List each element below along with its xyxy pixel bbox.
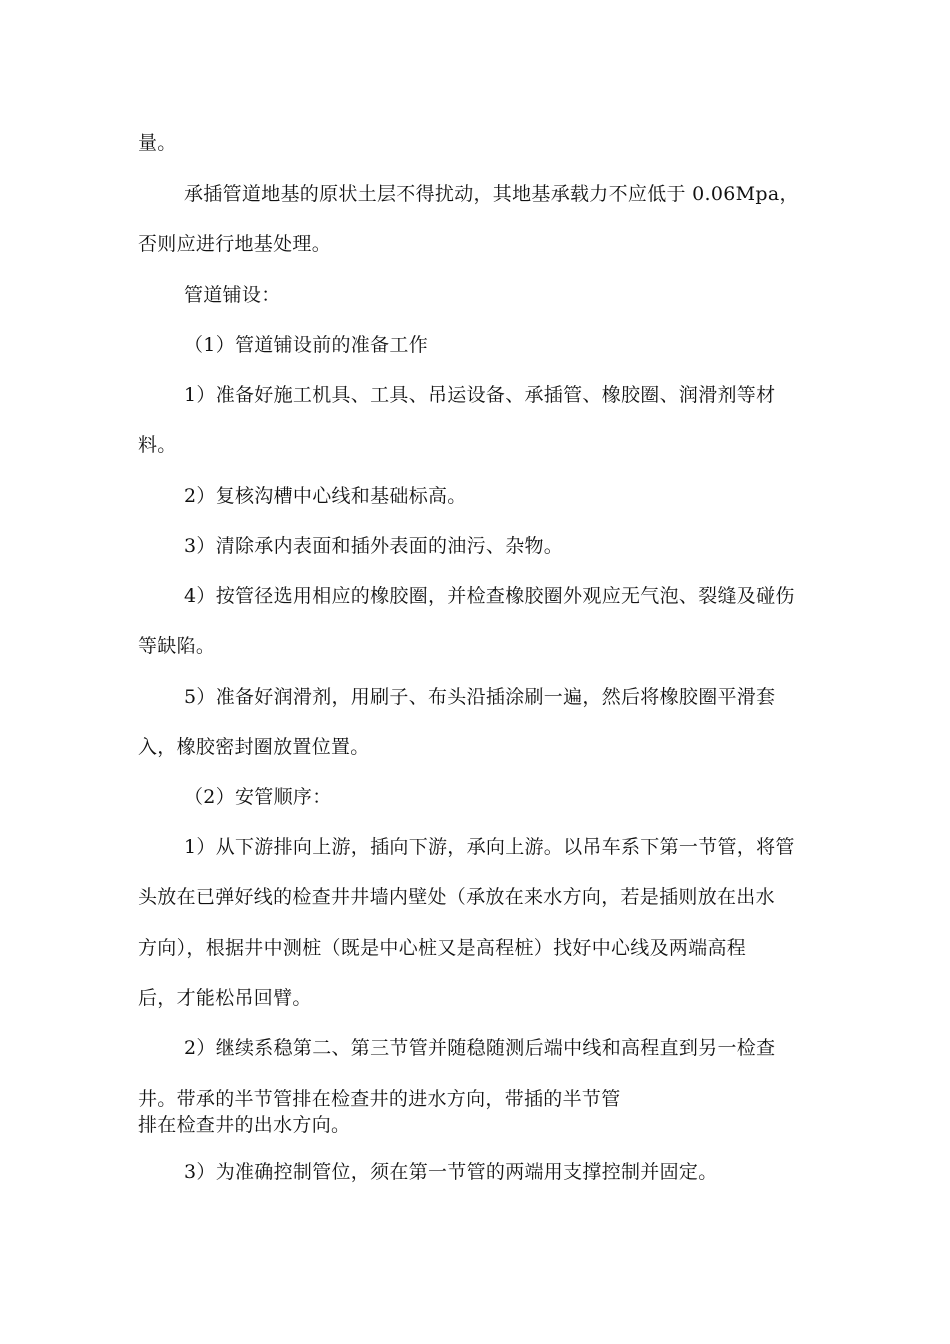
text-line: 井。带承的半节管排在检查井的进水方向，带插的半节管 [138,1088,621,1110]
text-line: 等缺陷。 [138,635,216,657]
text-line: 3）为准确控制管位，须在第一节管的两端用支撑控制并固定。 [184,1161,718,1183]
text-line: 料。 [138,434,177,456]
text-line: 1）从下游排向上游，插向下游，承向上游。以吊车系下第一节管，将管 [184,836,795,858]
text-line: 4）按管径选用相应的橡胶圈，并检查橡胶圈外观应无气泡、裂缝及碰伤 [184,585,795,607]
text-line: 量。 [138,132,177,154]
text-line: 方向），根据井中测桩（既是中心桩又是高程桩）找好中心线及两端高程 [138,937,747,959]
text-line: 管道铺设： [184,284,281,306]
text-line: 2）继续系稳第二、第三节管并随稳随测后端中线和高程直到另一检查 [184,1037,776,1059]
text-line: 5）准备好润滑剂，用刷子、布头沿插涂刷一遍，然后将橡胶圈平滑套 [184,686,776,708]
text-line: 头放在已弹好线的检查井井墙内壁处（承放在来水方向，若是插则放在出水 [138,886,775,908]
text-line: （2）安管顺序： [184,786,332,808]
text-line: 3）清除承内表面和插外表面的油污、杂物。 [184,535,564,557]
text-line: （1）管道铺设前的准备工作 [184,334,428,356]
text-line: 否则应进行地基处理。 [138,233,332,255]
text-line: 2）复核沟槽中心线和基础标高。 [184,485,467,507]
text-line: 后，才能松吊回臂。 [138,987,312,1009]
text-line: 1）准备好施工机具、工具、吊运设备、承插管、橡胶圈、润滑剂等材 [184,384,776,406]
text-line: 入，橡胶密封圈放置位置。 [138,736,370,758]
text-line: 承插管道地基的原状土层不得扰动，其地基承载力不应低于 0.06Mpa， [184,183,799,205]
text-line: 排在检查井的出水方向。 [138,1114,351,1136]
